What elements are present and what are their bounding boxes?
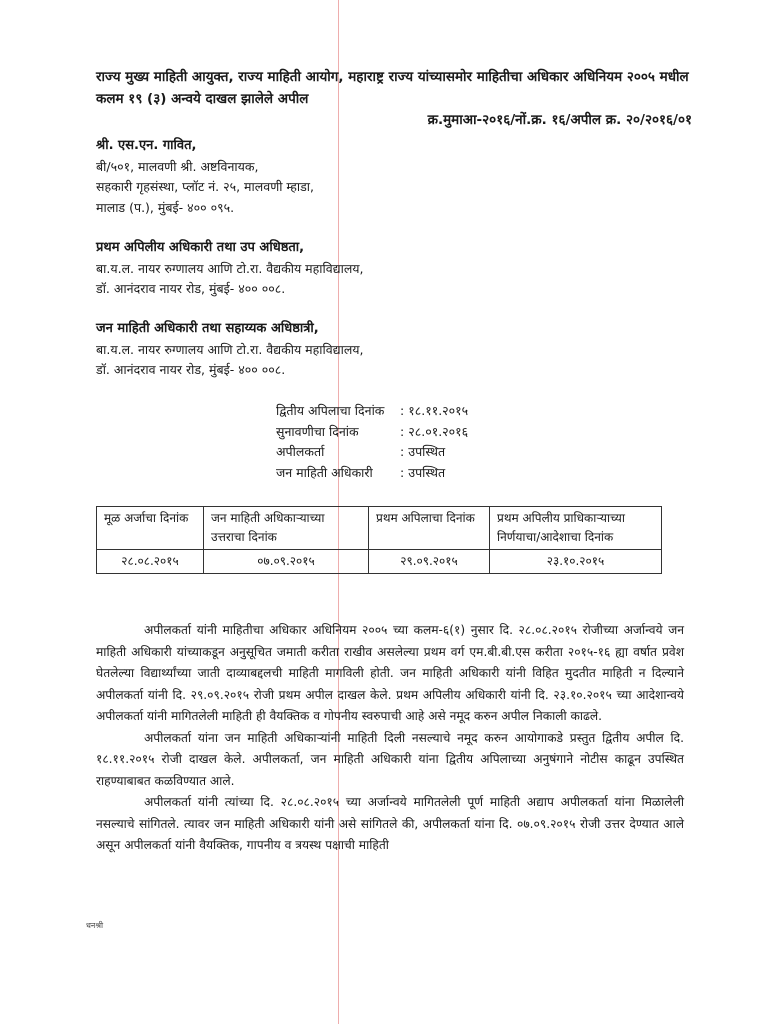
table-header-cell: प्रथम अपिलीय प्राधिकाऱ्याच्या निर्णयाचा/आदेशाचा दिनांक <box>490 507 662 550</box>
detail-separator: : <box>400 444 405 459</box>
pio-title: जन माहिती अधिकारी तथा सहाय्यक अधिष्ठात्री, <box>96 321 319 336</box>
detail-separator: : <box>400 464 405 480</box>
appellant-address-line: बी/५०१, मालवणी श्री. अष्टविनायक, <box>96 158 259 174</box>
body-paragraph: अपीलकर्ता यांनी माहितीचा अधिकार अधिनियम २००५ च्या कलम-६(१) नुसार दि. २८.०८.२०१५ रोजीच्या अर्जान्वये जन माहिती अधिकारी यांच्याकडून अनुसूचित जमाती करीता राखीव असलेल्या प्रथम वर्ग एम.बी.बी.एस करीता २०१५-१६ ह्या वर्षात प्रवेश घेतलेल्या विद्यार्थ्यांच्या जाती दाव्याबद्दलची माहिती मागविली होती. जन माहिती अधिकारी यांनी विहित मुदतीत माहिती न दिल्याने अपीलकर्ता यांनी दि. २९.०९.२०१५ रोजी प्रथम अपील दाखल केले. प्रथम अपिलीय अधिकारी यांनी दि. २३.१०.२०१५ च्या आदेशान्वये अपीलकर्ता यांनी मागितलेली माहिती ही वैयक्तिक व गोपनीय स्वरुपाची आहे असे नमूद करुन अपील निकाली काढले. <box>96 623 684 723</box>
first-appellate-officer-block <box>96 238 364 300</box>
appellant-address-line: मालाड (प.), मुंबई- ४०० ०९५. <box>96 199 235 215</box>
detail-value: उपस्थित <box>408 464 446 480</box>
table-cell: ०७.०९.२०१५ <box>204 550 369 574</box>
detail-row <box>276 463 468 484</box>
table-row <box>97 550 662 574</box>
pio-address-line: बा.य.ल. नायर रुग्णालय आणि टो.रा. वैद्यकीय महाविद्यालय, <box>96 341 364 357</box>
detail-row <box>276 442 468 463</box>
table-cell: २३.१०.२०१५ <box>490 550 662 574</box>
detail-label: द्वितीय अपिलाचा दिनांक <box>276 403 385 418</box>
table-cell: २९.०९.२०१५ <box>369 550 490 574</box>
case-number: क्र.मुमाआ-२०१६/नों.क्र. १६/अपील क्र. २०/२०१६/०१ <box>427 112 692 128</box>
table-header-cell: जन माहिती अधिकाऱ्याच्या उत्तराचा दिनांक <box>204 507 369 550</box>
detail-row <box>276 401 468 422</box>
table-cell: २८.०८.२०१५ <box>97 550 204 574</box>
dates-table <box>96 506 662 574</box>
table-header-row <box>97 507 662 550</box>
hearing-details <box>276 401 468 483</box>
first-appellate-address-line: बा.य.ल. नायर रुग्णालय आणि टो.रा. वैद्यकीय महाविद्यालय, <box>96 260 364 276</box>
body-paragraph: अपीलकर्ता यांना जन माहिती अधिकाऱ्यांनी माहिती दिली नसल्याचे नमूद करुन आयोगाकडे प्रस्तुत द्वितीय अपील दि. १८.११.२०१५ रोजी दाखल केले. अपीलकर्ता, जन माहिती अधिकारी यांना द्वितीय अपिलाच्या अनुषंगाने नोटीस काढून उपस्थित राहण्याबाबत कळविण्यात आले. <box>96 730 684 788</box>
detail-row <box>276 422 468 443</box>
document-heading: राज्य मुख्य माहिती आयुक्त, राज्य माहिती आयोग, महाराष्ट्र राज्य यांच्यासमोर माहितीचा अधिकार अधिनियम २००५ मधील कलम १९ (३) अन्वये दाखल झालेले अपील <box>96 69 689 107</box>
table-header-cell: प्रथम अपिलाचा दिनांक <box>369 507 490 550</box>
table-header-cell: मूळ अर्जाचा दिनांक <box>97 507 204 550</box>
detail-separator: : <box>400 423 405 439</box>
appellant-address-line: सहकारी गृहसंस्था, प्लॉट नं. २५, मालवणी म्हाडा, <box>96 179 314 194</box>
footer-initials: धनश्री <box>86 921 104 930</box>
detail-value: २८.०१.२०१६ <box>408 423 469 439</box>
pio-block <box>96 319 364 381</box>
pio-address-line: डॉ. आनंदराव नायर रोड, मुंबई- ४०० ००८. <box>96 362 286 377</box>
body-paragraph: अपीलकर्ता यांनी त्यांच्या दि. २८.०८.२०१५ च्या अर्जान्वये मागितलेली पूर्ण माहिती अद्याप अपीलकर्ता यांना मिळालेली नसल्याचे सांगितले. त्यावर जन माहिती अधिकारी यांनी असे सांगितले की, अपीलकर्ता यांना दि. ०७.०९.२०१५ रोजी उत्तर देण्यात आले असून अपीलकर्ता यांनी वैयक्तिक, गापनीय व त्रयस्थ पक्षाची माहिती <box>96 795 684 852</box>
detail-value: १८.११.२०१५ <box>408 403 469 418</box>
first-appellate-address-line: डॉ. आनंदराव नायर रोड, मुंबई- ४०० ००८. <box>96 281 286 296</box>
detail-separator: : <box>400 403 405 418</box>
appellant-name: श्री. एस.एन. गावित, <box>96 138 197 153</box>
first-appellate-officer-title: प्रथम अपिलीय अधिकारी तथा उप अधिष्ठता, <box>96 240 305 255</box>
appellant-address-block <box>96 136 314 218</box>
detail-value: उपस्थित <box>408 444 446 459</box>
body-text <box>96 620 684 857</box>
detail-label: सुनावणीचा दिनांक <box>276 423 359 439</box>
detail-label: जन माहिती अधिकारी <box>276 464 373 480</box>
detail-label: अपीलकर्ता <box>276 444 325 459</box>
